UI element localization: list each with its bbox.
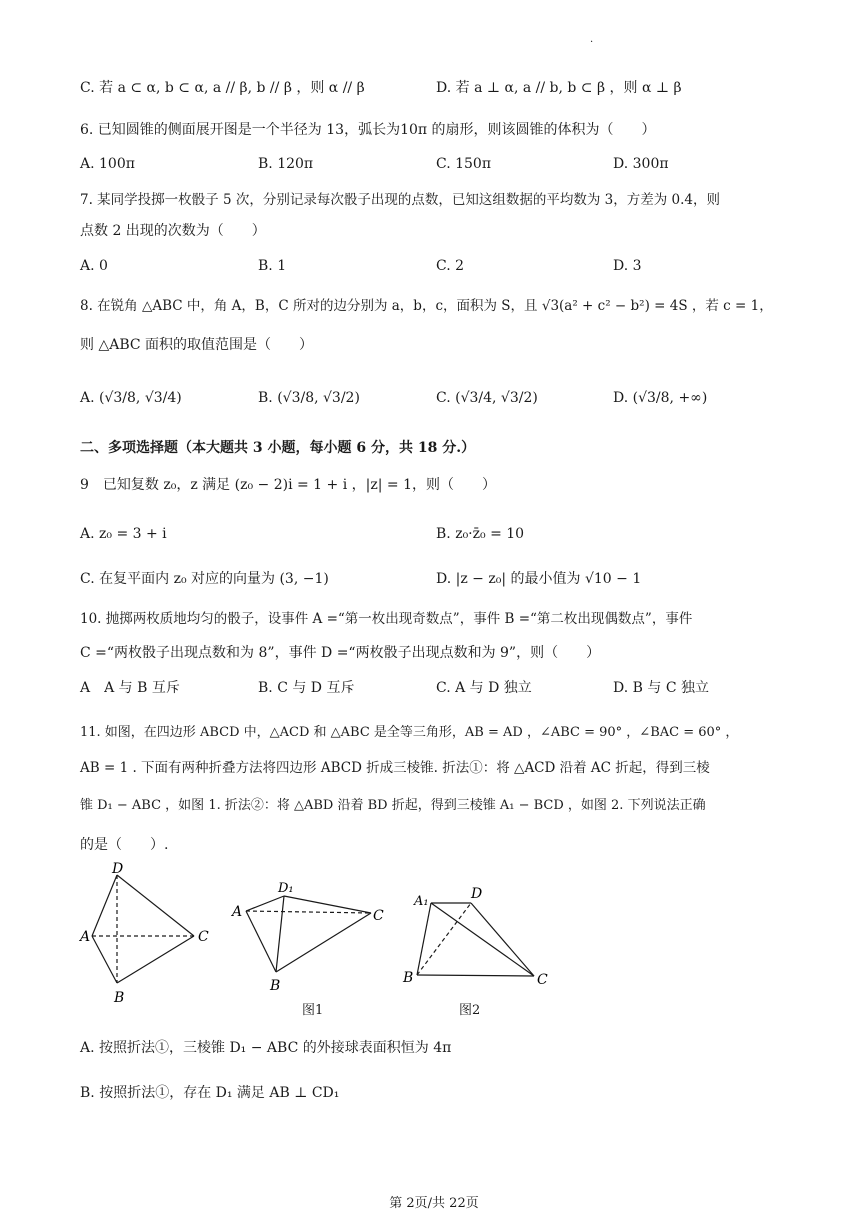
- q8-option-d: D. (√3/8, +∞): [613, 390, 708, 406]
- q8-option-a: A. (√3/8, √3/4): [80, 390, 182, 406]
- top-dot: .: [590, 34, 594, 45]
- q10-stem-line1: 10. 抛掷两枚质地均匀的骰子，设事件 A =“第一枚出现奇数点”，事件 B =“第二枚出现偶数点”，事件: [80, 611, 693, 627]
- q6-option-b: B. 120π: [258, 156, 314, 172]
- q11-stem-line1: 11. 如图，在四边形 ABCD 中，△ACD 和 △ABC 是全等三角形，AB = AD ，∠ABC = 90° ，∠BAC = 60° ，: [80, 725, 739, 740]
- edge-dc: [117, 875, 194, 936]
- q7-option-b: B. 1: [258, 258, 287, 274]
- q7-option-a: A. 0: [80, 258, 108, 274]
- label-b: B: [403, 970, 414, 986]
- label-d: D: [471, 886, 483, 902]
- page-footer: 第 2页/共 22页: [389, 1196, 479, 1211]
- label-a1: A₁: [414, 894, 429, 909]
- edge-bc: [117, 936, 194, 983]
- q8-stem-line1: 8. 在锐角 △ABC 中，角 A，B，C 所对的边分别为 a，b，c，面积为 S，且 √3(a² + c² − b²) = 4S ，若 c = 1，: [80, 298, 773, 314]
- label-c: C: [198, 929, 209, 945]
- q7-option-d: D. 3: [613, 258, 642, 274]
- q11-option-a: A. 按照折法①，三棱锥 D₁ − ABC 的外接球表面积恒为 4π: [80, 1040, 452, 1056]
- edge-bd-hidden: [417, 903, 471, 975]
- q8-option-b: B. (√3/8, √3/2): [258, 390, 360, 406]
- q7-stem-line2: 点数 2 出现的次数为（ ）: [80, 223, 266, 239]
- q7-option-c: C. 2: [436, 258, 465, 274]
- q9-stem: 9 已知复数 z₀，z 满足 (z₀ − 2)i = 1 + i ，|z| = 1，则（ ）: [80, 477, 496, 493]
- figure-1-tetrahedron: [228, 872, 393, 997]
- label-c: C: [373, 908, 384, 924]
- q11-option-b: B. 按照折法①，存在 D₁ 满足 AB ⊥ CD₁: [80, 1085, 340, 1101]
- label-b: B: [114, 990, 125, 1006]
- q9-option-c: C. 在复平面内 z₀ 对应的向量为 (3, −1): [80, 571, 329, 587]
- q10-option-b: B. C 与 D 互斥: [258, 680, 355, 696]
- q10-option-a: A A 与 B 互斥: [80, 680, 180, 696]
- edge-dc: [471, 903, 534, 976]
- q8-option-c: C. (√3/4, √3/2): [436, 390, 538, 406]
- label-a: A: [232, 904, 243, 920]
- figure-2-tetrahedron: [398, 880, 558, 992]
- edge-ab: [246, 911, 276, 972]
- q10-option-c: C. A 与 D 独立: [436, 680, 532, 696]
- edge-bc: [276, 913, 371, 972]
- edge-d1b: [276, 896, 284, 972]
- q10-option-d: D. B 与 C 独立: [613, 680, 709, 696]
- label-d1: D₁: [278, 881, 294, 896]
- edge-a1b: [417, 903, 431, 975]
- q6-option-a: A. 100π: [80, 156, 135, 172]
- q9-option-d: D. |z − z₀| 的最小值为 √10 − 1: [436, 571, 642, 587]
- q6-option-d: D. 300π: [613, 156, 669, 172]
- label-b: B: [270, 978, 281, 994]
- figure-1-caption: 图1: [302, 1003, 324, 1018]
- figure-2-caption: 图2: [459, 1003, 481, 1018]
- edge-bc: [417, 975, 534, 976]
- q5-option-d: D. 若 a ⊥ α, a // b, b ⊂ β ，则 α ⊥ β: [436, 80, 682, 96]
- figure-quadrilateral-abcd: [78, 862, 218, 1010]
- q11-stem-line3: 锥 D₁ − ABC ，如图 1. 折法②：将 △ABD 沿着 BD 折起，得到三棱锥 A₁ − BCD ，如图 2. 下列说法正确: [80, 798, 706, 813]
- edge-ac-hidden: [246, 911, 371, 913]
- label-d: D: [112, 862, 124, 877]
- label-c: C: [537, 972, 548, 988]
- q6-option-c: C. 150π: [436, 156, 492, 172]
- section-2-heading: 二、多项选择题（本大题共 3 小题，每小题 6 分，共 18 分.）: [80, 440, 476, 456]
- edge-ab: [92, 936, 117, 983]
- label-a: A: [80, 929, 91, 945]
- q11-stem-line4: 的是（ ）.: [80, 837, 169, 853]
- edge-da: [92, 875, 117, 936]
- edge-a1c: [431, 903, 534, 976]
- q10-stem-line2: C =“两枚骰子出现点数和为 8”，事件 D =“两枚骰子出现点数和为 9”，则（ ）: [80, 645, 601, 661]
- edge-d1c: [284, 896, 371, 913]
- q8-stem-line2: 则 △ABC 面积的取值范围是（ ）: [80, 337, 314, 353]
- q5-option-c: C. 若 a ⊂ α, b ⊂ α, a // β, b // β ，则 α // β: [80, 80, 365, 96]
- q9-option-a: A. z₀ = 3 + i: [80, 526, 167, 542]
- q7-stem-line1: 7. 某同学投掷一枚骰子 5 次，分别记录每次骰子出现的点数，已知这组数据的平均数为 3，方差为 0.4，则: [80, 192, 720, 208]
- q6-stem: 6. 已知圆锥的侧面展开图是一个半径为 13，弧长为10π 的扇形，则该圆锥的体积为（ ）: [80, 122, 656, 138]
- q11-stem-line2: AB = 1 . 下面有两种折叠方法将四边形 ABCD 折成三棱锥. 折法①：将 △ACD 沿着 AC 折起，得到三棱: [80, 760, 710, 776]
- edge-ad1: [246, 896, 284, 911]
- q9-option-b: B. z₀·z̄₀ = 10: [436, 526, 525, 542]
